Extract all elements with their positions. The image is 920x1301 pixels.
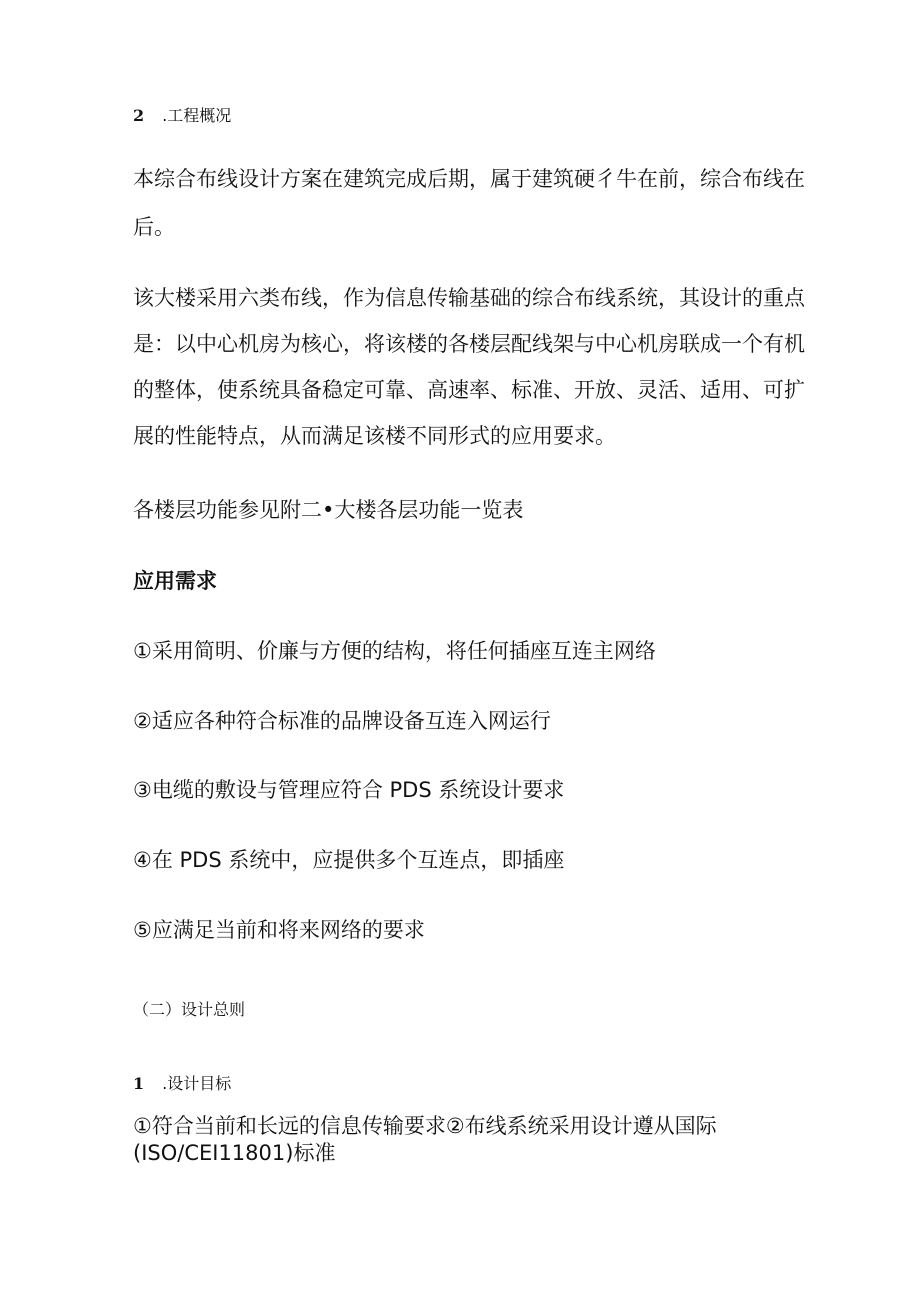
design-focus-line-3: 的整体，使系统具备稳定可靠、高速率、标准、开放、灵活、适用、可扩 [133, 378, 805, 402]
floor-reference: 各楼层功能参见附二•大楼各层功能一览表 [133, 498, 524, 522]
goal-number: 1 [133, 1074, 145, 1093]
requirement-item-4: ④在 PDS 系统中，应提供多个互连点，即插座 [133, 848, 565, 872]
design-focus-line-4: 展的性能特点，从而满足该楼不同形式的应用要求。 [133, 424, 616, 448]
requirement-item-1: ①采用简明、价廉与方便的结构，将任何插座互连主网络 [133, 639, 656, 663]
design-focus-line-1: 该大楼采用六类布线，作为信息传输基础的综合布线系统，其设计的重点 [133, 286, 805, 310]
requirement-item-3: ③电缆的敷设与管理应符合 PDS 系统设计要求 [133, 778, 565, 802]
goal-line-2: (ISO/CEI11801)标准 [133, 1141, 336, 1165]
overview-line-2: 后。 [133, 215, 175, 239]
design-focus-line-2: 是：以中心机房为核心，将该楼的各楼层配线架与中心机房联成一个有机 [133, 332, 805, 356]
requirement-item-2: ②适应各种符合标准的品牌设备互连入网运行 [133, 709, 551, 733]
design-focus-paragraph [133, 275, 805, 459]
goal-line-1: ①符合当前和长远的信息传输要求②布线系统采用设计遵从国际 [133, 1114, 717, 1138]
goal-heading [133, 1071, 231, 1094]
principles-heading: （二）设计总则 [133, 1000, 246, 1019]
goal-title: .设计目标 [162, 1074, 232, 1093]
section-heading [133, 103, 231, 126]
requirement-item-5: ⑤应满足当前和将来网络的要求 [133, 918, 425, 942]
section-number: 2 [133, 106, 145, 125]
overview-line-1: 本综合布线设计方案在建筑完成后期，属于建筑硬彳牛在前，综合布线在 [133, 167, 805, 191]
section-title: .工程概况 [162, 106, 232, 125]
requirements-heading: 应用需求 [133, 569, 217, 593]
